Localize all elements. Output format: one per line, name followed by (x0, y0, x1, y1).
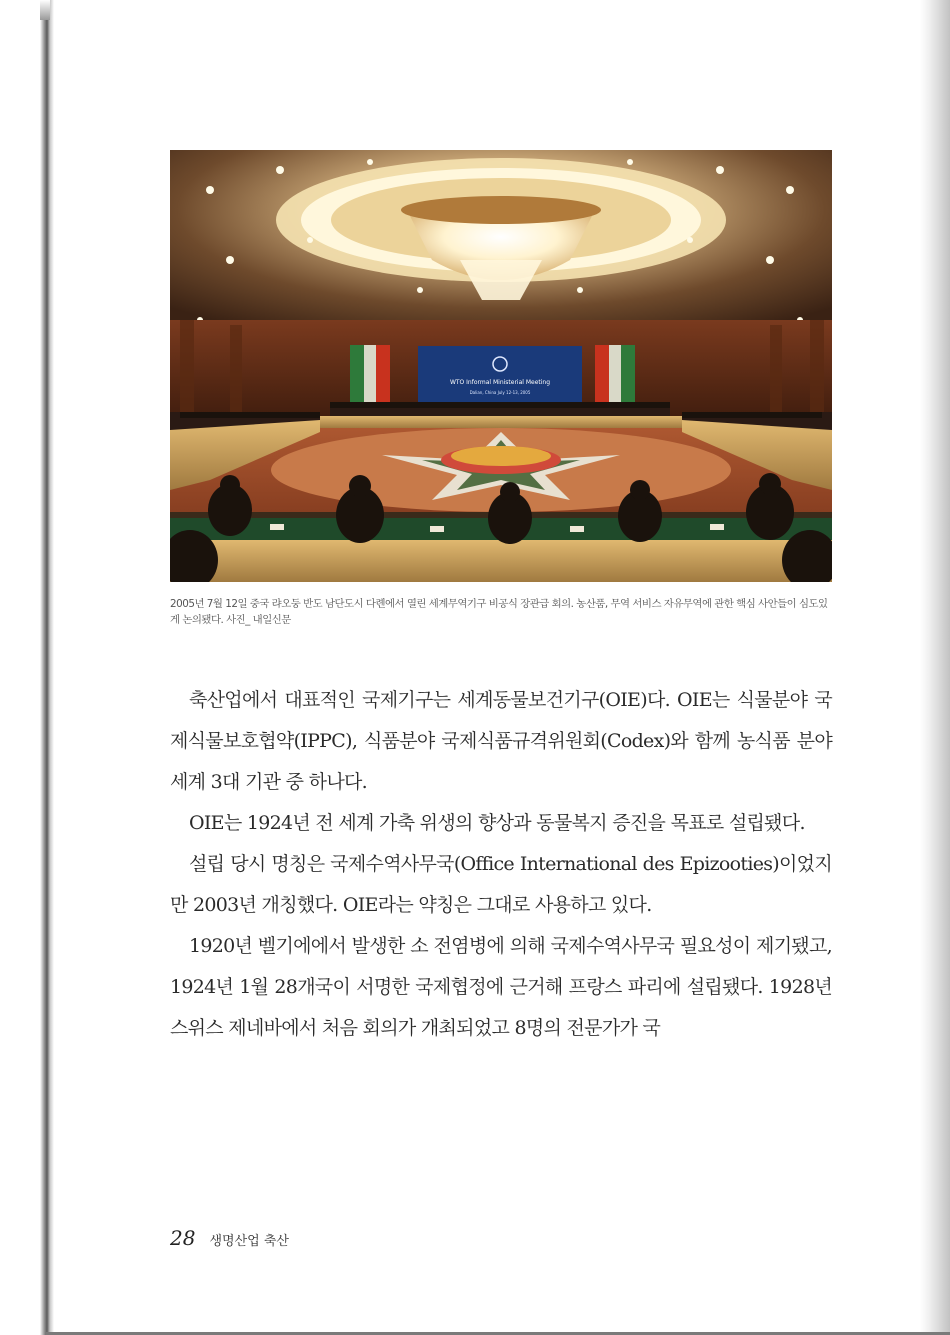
page-shadow (920, 0, 950, 1335)
paragraph: 설립 당시 명칭은 국제수역사무국(Office International des Epizooties)이었지만 2003년 개칭했다. OIE라는 약칭은 그대로 사용하고 있다. (170, 853, 832, 916)
page-number: 28 (170, 1226, 196, 1250)
paragraph: 축산업에서 대표적인 국제기구는 세계동물보건기구(OIE)다. OIE는 식물분야 국제식물보호협약(IPPC), 식품분야 국제식품규격위원회(Codex)와 함께 농식품 분야 세계 3대 기관 중 하나다. (170, 689, 832, 793)
running-title: 생명산업 축산 (209, 1234, 289, 1249)
banner-title: WTO Informal Ministerial Meeting (449, 379, 551, 386)
paragraph: OIE는 1924년 전 세계 가축 위생의 향상과 동물복지 증진을 목표로 설립됐다. (189, 812, 805, 834)
book-spine-edge (0, 0, 54, 1335)
banner-subtitle: Dalian, China July 12-13, 2005 (469, 390, 531, 395)
book-corner (40, 0, 50, 20)
body-text (170, 680, 832, 1049)
paragraph: 1920년 벨기에에서 발생한 소 전염병에 의해 국제수역사무국 필요성이 제기됐고, 1924년 1월 28개국이 서명한 국제협정에 근거해 프랑스 파리에 설립됐다. 1928년 스위스 제네바에서 처음 회의가 개최되었고 8명의 전문가가 국 (170, 935, 832, 1039)
photo-caption: 2005년 7월 12일 중국 랴오둥 반도 남단도시 다롄에서 열린 세계무역기구 비공식 장관급 회의. 농산품, 무역 서비스 자유무역에 관한 핵심 사안들이 심도있게 논의됐다. 사진_ 내일신문 (170, 598, 828, 626)
page-footer (170, 1226, 289, 1250)
conference-hall-photo (170, 150, 832, 582)
